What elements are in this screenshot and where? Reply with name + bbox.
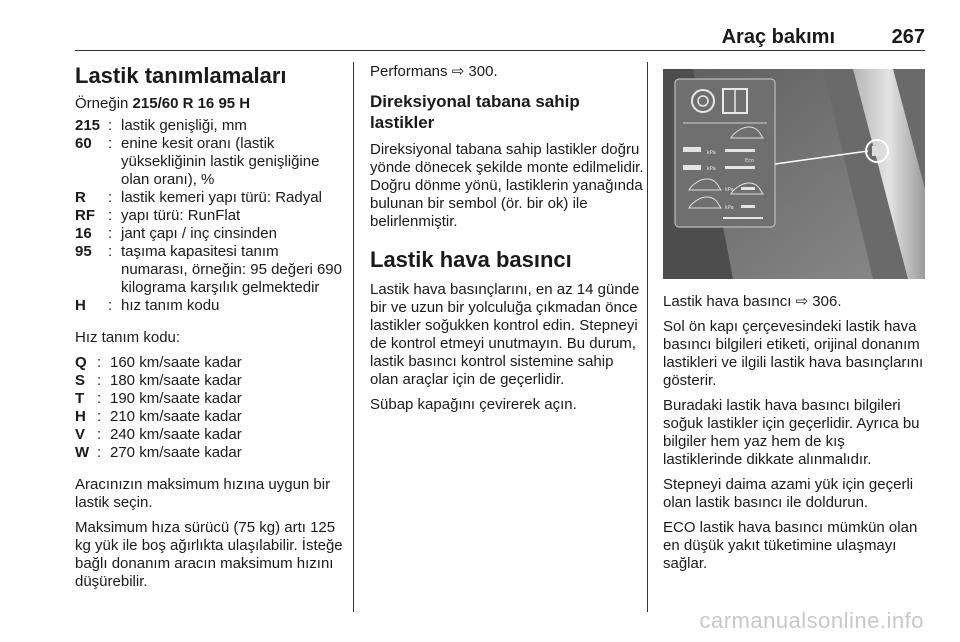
paragraph-choose-tire: Aracınızın maksimum hızına uygun bir lastik seçin. [75,476,331,511]
label-eco: Eco [745,158,754,164]
door-frame-illustration [663,69,925,279]
page-header [75,24,925,50]
speed-key: T [75,390,85,407]
definition-row: RF : yapı türü: RunFlat [75,207,347,225]
speed-code-list [75,354,347,462]
column-divider-2 [647,62,648,612]
column-2 [370,63,645,421]
speed-value: 240 km/saate kadar [110,426,242,443]
definition-key: 215 [75,117,101,134]
section-heading-tire-designation: Lastik tanımlamaları [75,63,287,88]
definition-value: enine kesit oranı (lastik yüksekliğinin lastik genişliğine olan oranı), % [121,135,320,188]
header-rule [75,50,925,51]
definition-key: 16 [75,225,92,242]
page-number: 267 [891,26,925,48]
speed-key: V [75,426,86,443]
example-line [75,95,347,113]
pressure-label-sticker [675,79,775,227]
paragraph-door-label: Sol ön kapı çerçevesindeki lastik hava basıncı bilgileri etiketi, orijinal donanım lastikleri ve ilgili lastik hava basınçlarını gösterir. [663,318,924,389]
definition-value: lastik genişliği, mm [121,117,247,134]
speed-row: Q : 160 km/saate kadar [75,354,347,372]
definition-row: 95 : taşıma kapasitesi tanım numarası, örneğin: 95 değeri 690 kilograma karşılık gelmektedir [75,243,347,297]
speed-value: 190 km/saate kadar [110,390,242,407]
definition-row: R : lastik kemeri yapı türü: Radyal [75,189,347,207]
label-kpa-4: kPa [725,205,734,211]
paragraph-spare-tire: Stepneyi daima azami yük için geçerli olan lastik basıncı ile doldurun. [663,476,914,511]
speed-row: H : 210 km/saate kadar [75,408,347,426]
definition-key: 95 [75,243,92,260]
speed-value: 270 km/saate kadar [110,444,242,461]
speed-key: Q [75,354,87,371]
speed-row: W : 270 km/saate kadar [75,444,347,462]
watermark: carmanualsonline.info [699,608,924,633]
speed-row: V : 240 km/saate kadar [75,426,347,444]
definition-key: H [75,297,86,314]
definition-value: hız tanım kodu [121,297,220,314]
section-heading-tire-pressure: Lastik hava basıncı [370,247,572,272]
label-kpa-3: kPa [725,187,734,193]
chapter-title: Araç bakımı [721,26,835,48]
definition-row: 60 : enine kesit oranı (lastik yüksekliğinin lastik genişliğine olan oranı), % [75,135,347,189]
definition-row: 215 : lastik genişliği, mm [75,117,347,135]
column-divider-1 [353,62,354,612]
paragraph-eco-pressure: ECO lastik hava basıncı mümkün olan en düşük yakıt tüketimine ulaşmayı sağlar. [663,519,918,572]
label-kpa-2: kPa [707,166,716,172]
label-kpa-1: kPa [707,150,716,156]
tire-code-list [75,117,347,315]
performance-reference: Performans ⇨ 300. [370,63,498,80]
definition-key: RF [75,207,95,224]
paragraph-valve-cap: Sübap kapağını çevirerek açın. [370,396,577,413]
speed-row: T : 190 km/saate kadar [75,390,347,408]
column-1 [75,63,347,598]
definition-row: 16 : jant çapı / inç cinsinden [75,225,347,243]
definition-row: H : hız tanım kodu [75,297,347,315]
definition-value: taşıma kapasitesi tanım numarası, örneğin: 95 değeri 690 kilograma karşılık gelmektedir [121,243,342,296]
column-3 [663,63,925,580]
subheading-directional-tires: Direksiyonal tabana sahip lastikler [370,92,580,132]
example-prefix: Örneğin [75,95,133,112]
speed-value: 180 km/saate kadar [110,372,242,389]
tire-pressure-reference: Lastik hava basıncı ⇨ 306. [663,293,842,310]
paragraph-cold-tires: Buradaki lastik hava basıncı bilgileri soğuk lastikler için geçerlidir. Ayrıca bu bilgiler hem yaz hem de kış lastiklerinde dikkate alınmalıdır. [663,397,920,468]
speed-value: 160 km/saate kadar [110,354,242,371]
definition-value: yapı türü: RunFlat [121,207,241,224]
speed-value: 210 km/saate kadar [110,408,242,425]
speed-key: W [75,444,90,461]
paragraph-directional-tires: Direksiyonal tabana sahip lastikler doğru yönde dönecek şekilde monte edilmelidir. Doğru dönme yönü, lastiklerin yanağında bulunan bir sembol (ör. bir ok) ile belirlenmiştir. [370,141,644,230]
speed-key: H [75,408,86,425]
example-code: 215/60 R 16 95 H [132,95,251,112]
tire-pressure-label-photo [663,69,925,279]
paragraph-check-pressure: Lastik hava basınçlarını, en az 14 günde bir ve uzun bir yolculuğa çıkmadan önce lastikler soğukken kontrol edin. Stepneyi de kontrol etmeyi unutmayın. Bu durum, lastik basıncı kontrol sistemine sahip olan araçlar için de geçerlidir. [370,281,640,388]
speed-code-intro: Hız tanım kodu: [75,329,181,346]
speed-row: S : 180 km/saate kadar [75,372,347,390]
definition-key: R [75,189,86,206]
definition-key: 60 [75,135,92,152]
speed-key: S [75,372,86,389]
paragraph-max-speed: Maksimum hıza sürücü (75 kg) artı 125 kg yük ile boş ağırlıkta ulaşılabilir. İsteğe bağlı donanım aracın maksimum hızını düşürebilir. [75,519,343,590]
definition-value: jant çapı / inç cinsinden [121,225,277,242]
definition-value: lastik kemeri yapı türü: Radyal [121,189,322,206]
